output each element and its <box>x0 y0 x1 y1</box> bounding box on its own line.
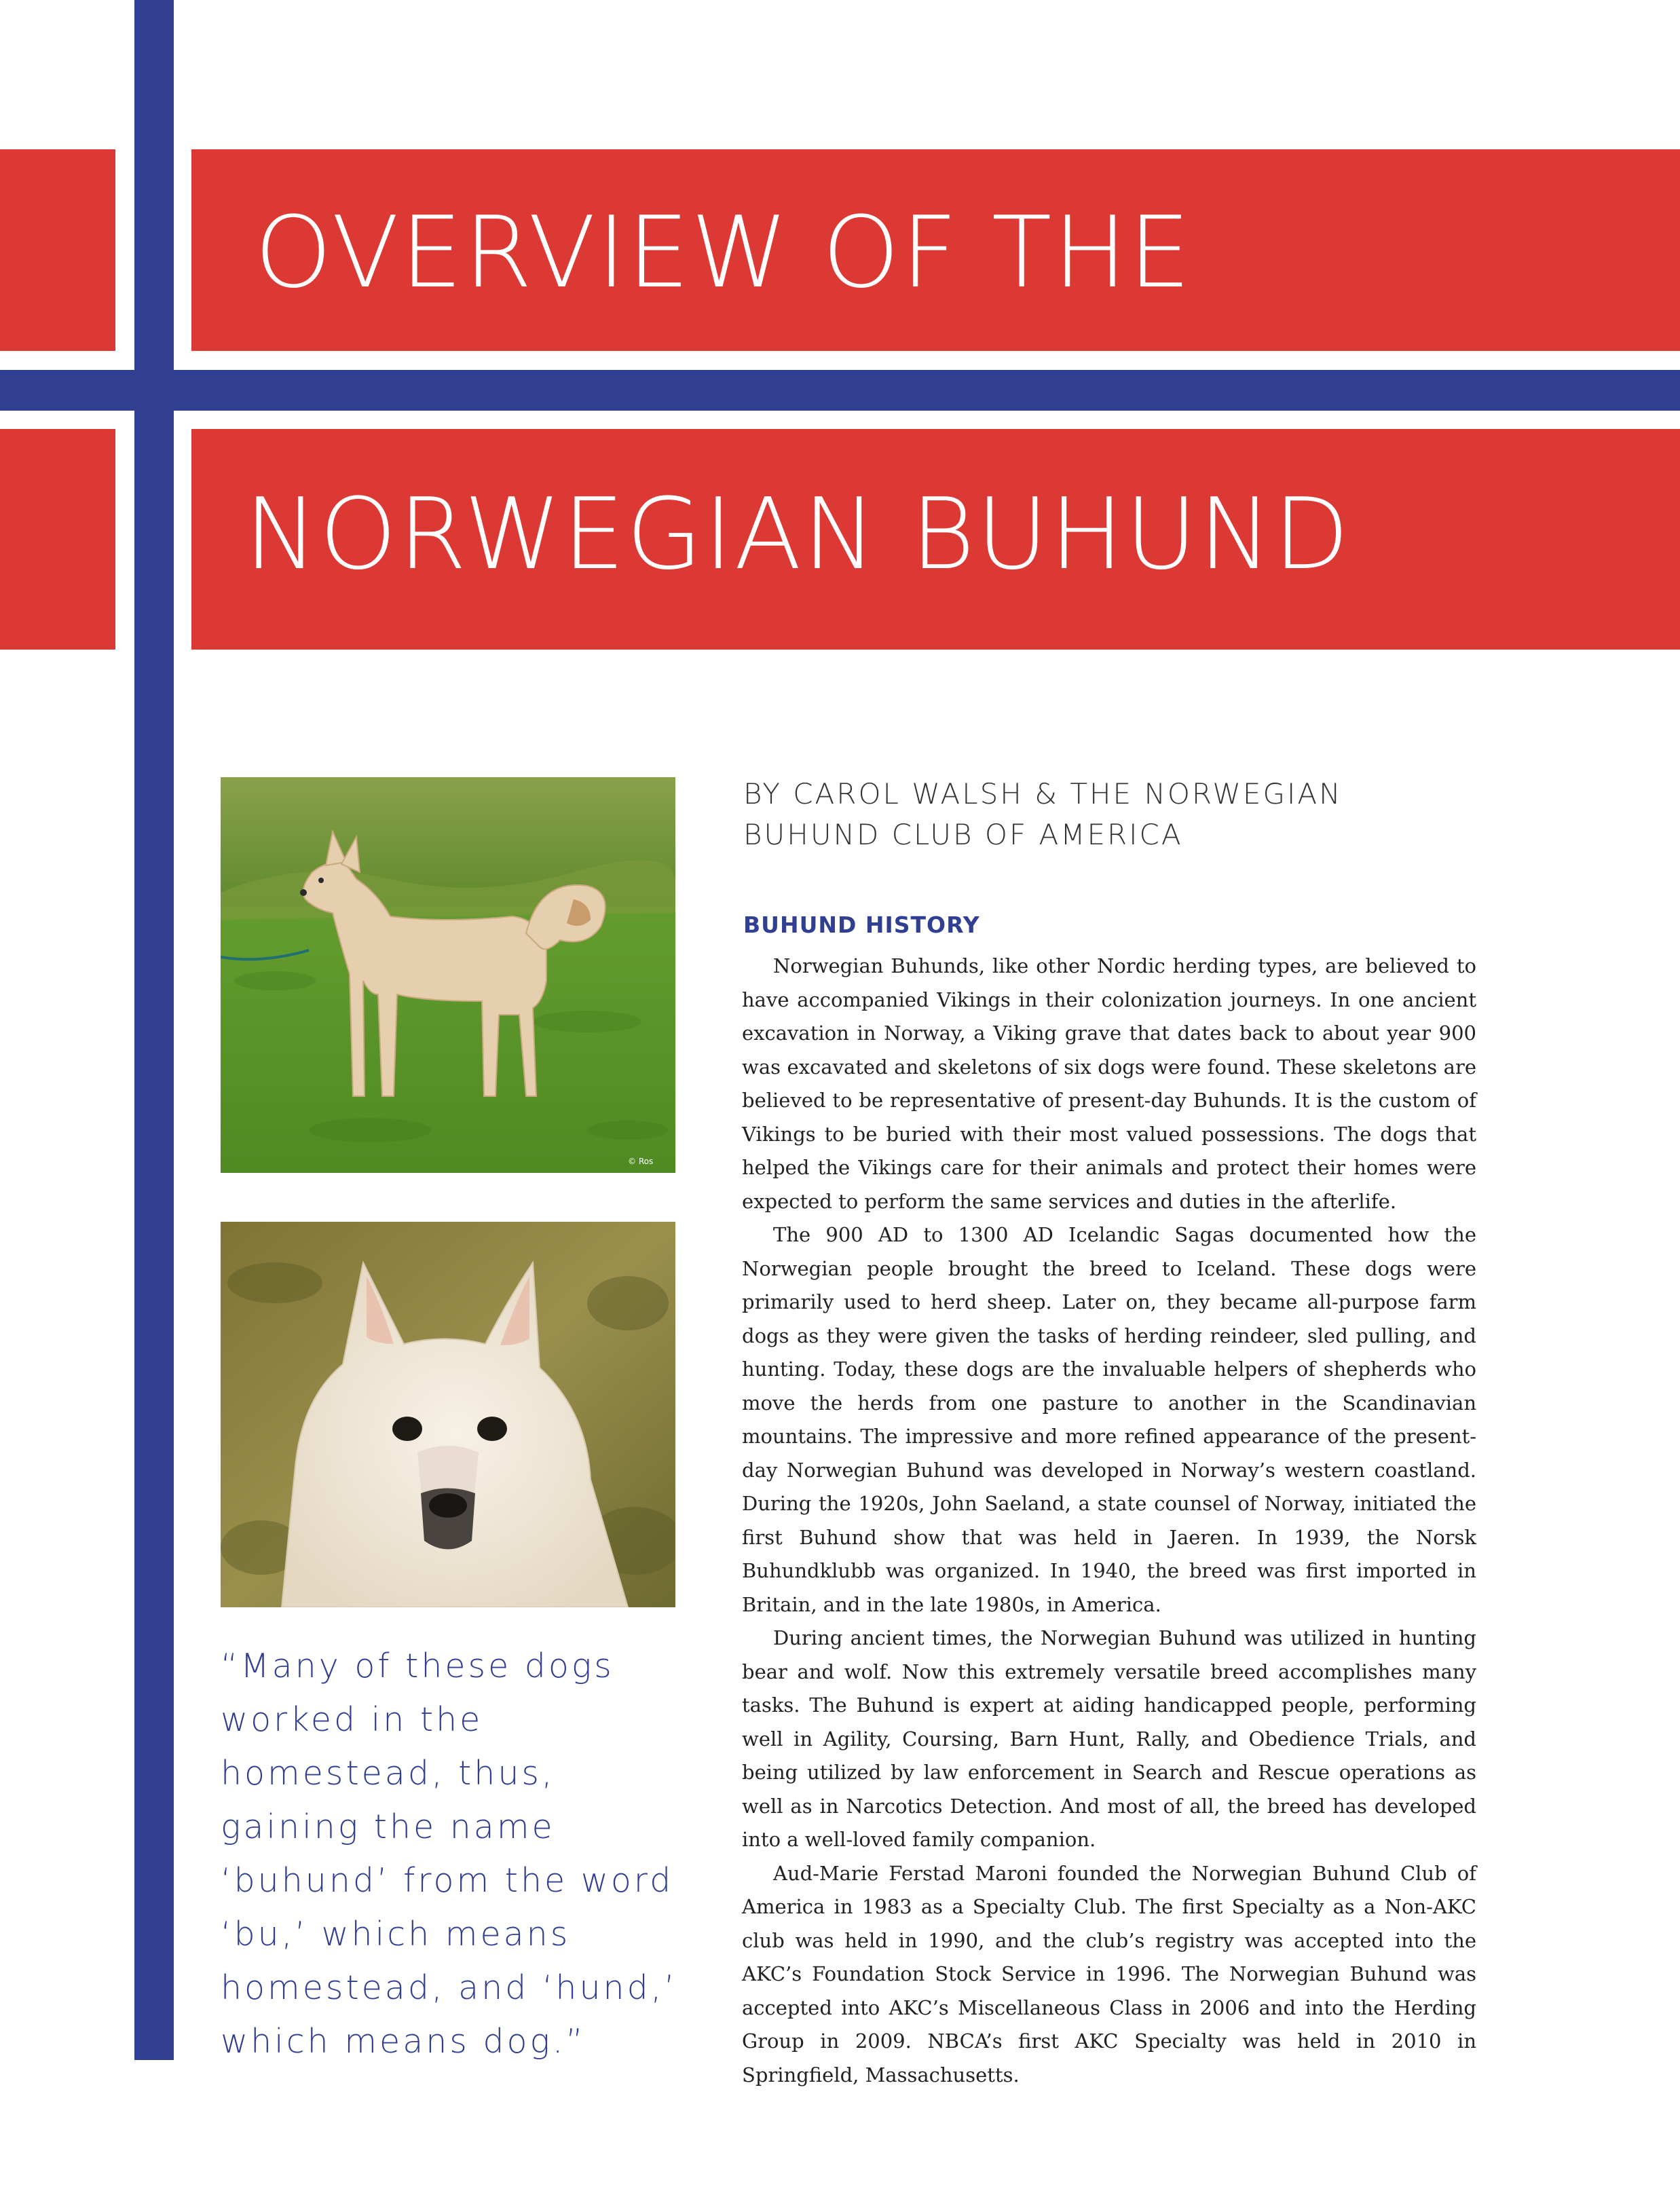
article-paragraph: Aud-Marie Ferstad Maroni founded the Norwegian Buhund Club of America in 1983 as a Specialty Club. The first Specialty as a Non-AKC club was held in 1990, and the club’s registry was accepted into the AKC’s Foundation Stock Service in 1996. The Norwegian Buhund was accepted into AKC’s Miscellaneous Class in 2006 and into the Herding Group in 2009. NBCA’s first AKC Specialty was held in 2010 in Springfield, Massachusetts. <box>742 1861 1476 2087</box>
buhund-closeup-photo <box>221 1222 675 1607</box>
flag-cross-horizontal-bar <box>0 370 1680 411</box>
page-title-line-1: OVERVIEW OF THE <box>255 195 1193 310</box>
byline-line-1: BY CAROL WALSH & THE NORWEGIAN <box>743 777 1343 810</box>
article-body <box>742 950 1476 2092</box>
header-red-block-top-left <box>0 149 115 351</box>
photo-credit: © Ros <box>628 1157 654 1166</box>
buhund-standing-photo <box>221 777 675 1173</box>
section-heading: BUHUND HISTORY <box>743 912 980 938</box>
flag-cross-vertical-bar <box>134 0 174 2060</box>
byline <box>743 774 1490 855</box>
pull-quote: “Many of these dogs worked in the homestead, thus, gaining the name ‘buhund’ from the word ‘bu,’ which means homestead, and ‘hund,’ which means dog.” <box>221 1647 677 2061</box>
article-paragraph: During ancient times, the Norwegian Buhund was utilized in hunting bear and wolf. Now this extremely versatile breed accomplishes many tasks. The Buhund is expert at aiding handicapped people, performing well in Agility, Coursing, Barn Hunt, Rally, and Obedience Trials, and being utilized by law enforcement in Search and Rescue operations as well as in Narcotics Detection. And most of all, the breed has developed into a well-loved family companion. <box>742 1626 1476 1851</box>
byline-line-2: BUHUND CLUB OF AMERICA <box>743 818 1183 851</box>
article-paragraph: The 900 AD to 1300 AD Icelandic Sagas documented how the Norwegian people brought the breed to Iceland. These dogs were primarily used to herd sheep. Later on, they became all-purpose farm dogs as they were given the tasks of herding reindeer, sled pulling, and hunting. Today, these dogs are the invaluable helpers of shepherds who move the herds from one pasture to another in the Scandinavian mountains. The impressive and more refined appearance of the present-day Norwegian Buhund was developed in Norway’s western coastland. During the 1920s, John Saeland, a state counsel of Norway, initiated the first Buhund show that was held in Jaeren. In 1939, the Norsk Buhundklubb was organized. In 1940, the breed was first imported in Britain, and in the late 1980s, in America. <box>742 1223 1476 1616</box>
header-red-block-bottom-left <box>0 429 115 650</box>
article-paragraph: Norwegian Buhunds, like other Nordic herding types, are believed to have accompanied Vikings in their colonization journeys. In one ancient excavation in Norway, a Viking grave that dates back to about year 900 was excavated and skeletons of six dogs were found. These skeletons are believed to be representative of present-day Buhunds. It is the custom of Vikings to be buried with their most valued possessions. The dogs that helped the Vikings care for their animals and protect their homes were expected to perform the same services and duties in the afterlife. <box>742 954 1476 1213</box>
page-title-line-2: NORWEGIAN BUHUND <box>244 477 1351 592</box>
